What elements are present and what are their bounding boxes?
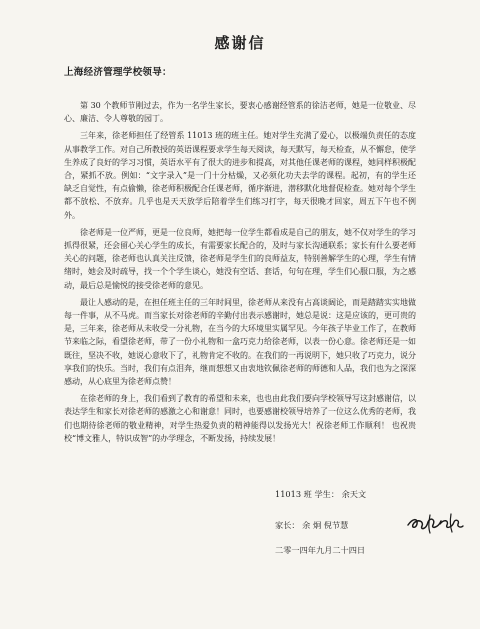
handwritten-signature bbox=[406, 511, 464, 535]
student-signature-line: 11013 班 学生： 余天文 bbox=[275, 489, 367, 499]
paragraph-1: 第 30 个教师节刚过去，作为一名学生家长，要衷心感谢经管系的徐洁老师，她是一位敬业、尽心、廉洁、令人尊敬的园丁。 bbox=[64, 101, 416, 124]
letter-title: 感谢信 bbox=[214, 34, 266, 52]
parent-signature-line: 家长： 余 炯 倪节慧 bbox=[275, 520, 349, 530]
paragraph-4: 最让人感动的是，在担任班主任的三年时间里，徐老师从来没有占高谈阔论，而是踏踏实实地做每一件事，从不马虎。而当家长对徐老师的辛勤付出表示感谢时，她总是说：这是应该的，更可贵的是，三年来，徐老师从未收受一分礼物，在当今的大环境里实属罕见。今年孩子毕业工作了，在教师节来临之际，看望徐老师，带了一份小礼物和一盒巧克力给徐老师，以表一份心意。徐老师还是一如既往，坚决不收，她说心意收下了，礼物肯定不收的。在我们的一再说明下，她只收了巧克力，说分享我们的快乐。当时，我们有点泪奔，继而想想又由衷地钦佩徐老师的师德和人品，我们也为之深深感动，从心底里为徐老师点赞！ bbox=[64, 297, 416, 387]
salutation: 上海经济管理学校领导： bbox=[64, 67, 172, 78]
letter-date: 二零一四年九月二十四日 bbox=[275, 545, 366, 555]
paragraph-3: 徐老师是一位严师，更是一位良师，她把每一位学生都看成是自己的朋友，她不仅对学生的学习抓得很紧，还会留心关心学生的成长，有需要家长配合的，及时与家长沟通联系；家长有什么要老师关心的问题，徐老师也认真关注反馈，徐老师是学生们的良师益友，特别善解学生的心理，学生有情绪时，她会及时疏导，找一个个学生谈心，她没有空话、套话，句句在理，学生们心服口服，为之感动，最后总是愉悦的接受徐老师的意见。 bbox=[64, 227, 416, 290]
letter-body bbox=[64, 99, 416, 445]
paragraph-2: 三年来，徐老师担任了经管系 11013 班的班主任。她对学生充满了爱心，以极端负责任的态度从事教学工作。对自己所教授的英语课程要求学生每天阅读，每天默写，每天检查，从不懈怠，使学生养成了良好的学习习惯，英语水平有了很大的进步和提高，对其他任课老师的课程，她同样积极配合，紧抓不放。例如：“文字录入”是一门十分枯燥，又必须化功夫去学的课程。起初，有的学生还缺乏自觉性，有点偷懒，徐老师积极配合任课老师，循序渐进，潜移默化地督促检查。她对每个学生都不放松、不放弃。几乎也是天天放学后陪着学生们练习打字，每天很晚才回家，周五下午也不例外。 bbox=[64, 131, 416, 220]
paragraph-5: 在徐老师的身上，我们看到了教育的希望和未来，也也由此我们要向学校领导写这封感谢信，以表达学生和家长对徐老师的感激之心和谢意！同时，也要感谢校领导培养了一位这么优秀的老师，我们也期待徐老师的敬业精神，对学生热爱负责的精神能得以发扬光大！祝徐老师工作顺利！ 也祝贵校“博文雅人，特识成智”的办学理念，不断发扬，持续发展！ bbox=[64, 394, 416, 443]
